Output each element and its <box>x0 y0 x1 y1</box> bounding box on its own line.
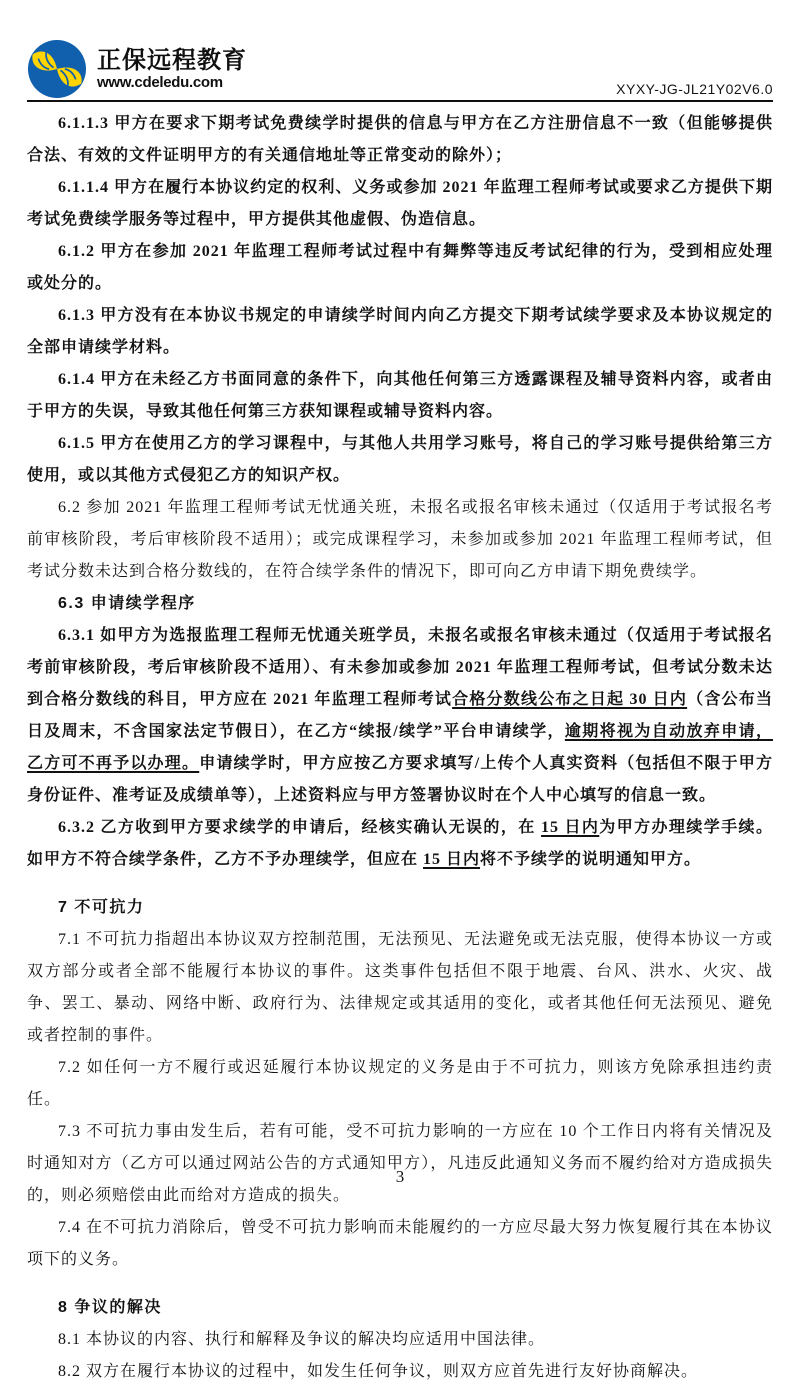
clause-7-4: 7.4 在不可抗力消除后，曾受不可抗力影响而未能履约的一方应尽最大努力恢复履行其在本协议项下的义务。 <box>27 1219 773 1268</box>
page-number: 3 <box>395 1167 405 1186</box>
section-heading-6-3: 6.3 申请续学程序 <box>58 595 196 612</box>
clause-6-2: 6.2 参加 2021 年监理工程师考试无忧通关班，未报名或报名审核未通过（仅适用于考试报名考前审核阶段，考后审核阶段不适用）；或完成课程学习，未参加或参加 2021 年监理工程师考试，但考试分数未达到合格分数线的，在符合续学条件的情况下，即可向乙方申请下期免费续学。 <box>27 499 773 580</box>
clause-7-1: 7.1 不可抗力指超出本协议双方控制范围，无法预见、无法避免或无法克服，使得本协议一方或双方部分或者全部不能履行本协议的事件。这类事件包括但不限于地震、台风、洪水、火灾、战争、罢工、暴动、网络中断、政府行为、法律规定或其适用的变化，或者其他任何无法预见、避免或者控制的事件。 <box>27 931 773 1044</box>
section-heading-7: 7 不可抗力 <box>58 899 145 916</box>
section-heading-8: 8 争议的解决 <box>58 1299 162 1316</box>
clause-6-3-2-text-3: 将不予续学的说明通知甲方。 <box>480 851 702 868</box>
clause-6-1-1-4: 6.1.1.4 甲方在履行本协议约定的权利、义务或参加 2021 年监理工程师考试或要求乙方提供下期考试免费续学服务等过程中，甲方提供其他虚假、伪造信息。 <box>27 179 773 228</box>
clause-6-1-2: 6.1.2 甲方在参加 2021 年监理工程师考试过程中有舞弊等违反考试纪律的行为，受到相应处理或处分的。 <box>27 243 773 292</box>
clause-6-3-1-text-1: 6.3.1 如甲方为选报监理工程师无忧通关班学员，未报名或报名审核未通过（仅适用于考试报名考前审核阶段，考后审核阶段不适用）、有未参加或参加 2021 年监理工程师考试，但考试分数未达到合格分数线的科目，甲方应在 2021 年监理工程师考试 <box>27 627 773 708</box>
clause-6-3-2-underline-15-days-2: 15 日内 <box>423 851 481 868</box>
cdel-logo-icon <box>27 40 87 98</box>
clause-6-3-1 <box>27 620 773 812</box>
clause-6-1-5: 6.1.5 甲方在使用乙方的学习课程中，与其他人共用学习账号，将自己的学习账号提供给第三方使用，或以其他方式侵犯乙方的知识产权。 <box>27 435 773 484</box>
clause-6-3-2-text-2: 为甲方办理续学手续。如甲方不符合续学条件，乙方不予办理续学，但应在 <box>27 819 773 868</box>
clause-6-1-4: 6.1.4 甲方在未经乙方书面同意的条件下，向其他任何第三方透露课程及辅导资料内容，或者由于甲方的失误，导致其他任何第三方获知课程或辅导资料内容。 <box>27 371 773 420</box>
clause-6-3-1-underline-overdue: 逾期将视为自动放弃申请，乙方可不再予以办理。 <box>27 723 773 772</box>
clause-7-2: 7.2 如任何一方不履行或迟延履行本协议规定的义务是由于不可抗力，则该方免除承担违约责任。 <box>27 1059 773 1108</box>
header-divider <box>27 100 773 102</box>
clause-7-3: 7.3 不可抗力事由发生后，若有可能，受不可抗力影响的一方应在 10 个工作日内将有关情况及时通知对方（乙方可以通过网站公告的方式通知甲方），凡违反此通知义务而不履约给对方造成损失的，则必须赔偿由此而给对方造成的损失。 <box>27 1123 773 1204</box>
doc-code: XYXY-JG-JL21Y02V6.0 <box>616 81 773 97</box>
page-footer <box>0 1167 800 1187</box>
clause-6-1-3: 6.1.3 甲方没有在本协议书规定的申请续学时间内向乙方提交下期考试续学要求及本协议规定的全部申请续学材料。 <box>27 307 773 356</box>
clause-6-3-1-text-3: 申请续学时，甲方应按乙方要求填写/上传个人真实资料（包括但不限于甲方身份证件、准考证及成绩单等），上述资料应与甲方签署协议时在个人中心填写的信息一致。 <box>27 755 773 804</box>
clause-8-1: 8.1 本协议的内容、执行和解释及争议的解决均应适用中国法律。 <box>58 1331 546 1348</box>
clause-6-3-2 <box>27 812 773 876</box>
brand-name: 正保远程教育 <box>97 46 247 74</box>
contract-body <box>27 108 773 1388</box>
brand-text <box>97 48 247 91</box>
brand <box>27 40 247 98</box>
brand-url: www.cdeledu.com <box>97 73 223 91</box>
clause-6-3-2-text-1: 6.3.2 乙方收到甲方要求续学的申请后，经核实确认无误的，在 <box>58 819 542 836</box>
clause-6-3-1-text-2: （含公布当日及周末，不含国家法定节假日），在乙方“续报/续学”平台申请续学， <box>27 691 773 740</box>
clause-6-3-2-underline-15-days-1: 15 日内 <box>541 819 600 836</box>
clause-6-1-1-3: 6.1.1.3 甲方在要求下期考试免费续学时提供的信息与甲方在乙方注册信息不一致（但能够提供合法、有效的文件证明甲方的有关通信地址等正常变动的除外）； <box>27 115 773 164</box>
clause-8-2: 8.2 双方在履行本协议的过程中，如发生任何争议，则双方应首先进行友好协商解决。 <box>58 1363 699 1380</box>
page-header <box>27 36 773 98</box>
clause-6-3-1-underline-30-days: 合格分数线公布之日起 30 日内 <box>452 691 688 708</box>
